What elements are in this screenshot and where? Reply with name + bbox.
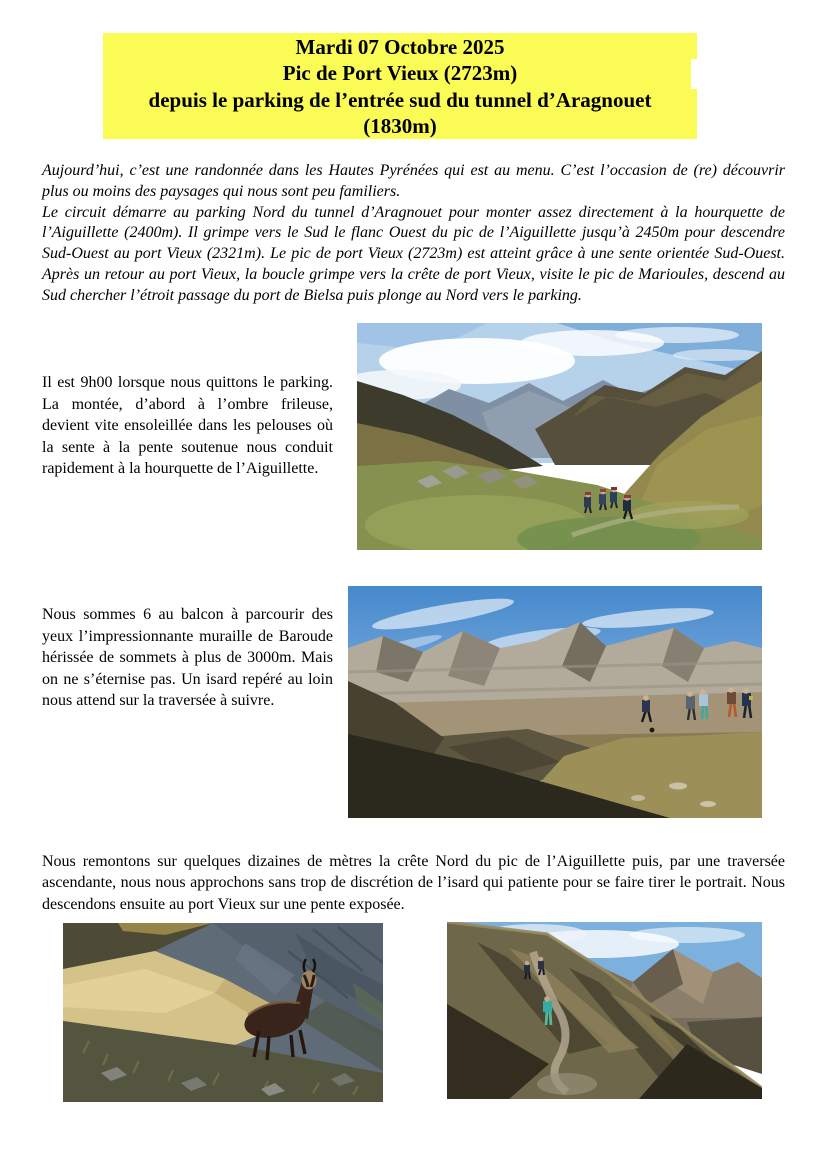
- photo-descente-port-vieux-image: [447, 922, 762, 1099]
- photo-muraille-baroude: [348, 586, 762, 818]
- highlight-gap: [691, 59, 697, 89]
- photo-hourquette-valley: [357, 323, 762, 550]
- title-line-summit: Pic de Port Vieux (2723m): [282, 61, 518, 86]
- photo-isard: [63, 923, 383, 1102]
- intro-paragraph-1: Aujourd’hui, c’est une randonnée dans les Hautes Pyrénées qui est au menu. C’est l’occasion de (re) découvrir plus ou moins des paysages qui nous sont peu familiers.: [42, 162, 785, 200]
- photo-descente-port-vieux: [447, 922, 762, 1099]
- title-line-date: Mardi 07 Octobre 2025: [295, 35, 505, 59]
- photo-isard-image: [63, 923, 383, 1102]
- paragraph-ridge: Nous remontons sur quelques dizaines de mètres la crête Nord du pic de l’Aiguillette puis, par une traversée ascendante, nous nous approchons sans trop de discrétion de l’isard qui patiente pour se faire tirer le portrait. Nous descendons ensuite au port Vieux sur une pente exposée.: [42, 853, 785, 913]
- paragraph-morning: Il est 9h00 lorsque nous quittons le parking. La montée, d’abord à l’ombre frileuse, devient vite ensoleillée dans les pelouses où la sente à la pente soutenue nous conduit rapidement à la hourquette de l’Aiguillette.: [42, 374, 333, 477]
- intro-paragraphs: [42, 161, 785, 307]
- photo-hourquette-valley-image: [357, 323, 762, 550]
- title-highlight-block: [103, 33, 697, 139]
- paragraph-balcony: Nous sommes 6 au balcon à parcourir des yeux l’impressionnante muraille de Baroude hérissée de sommets à plus de 3000m. Mais on ne s’éternise pas. Un isard repéré au loin nous attend sur la traversée à suivre.: [42, 606, 333, 709]
- photo-muraille-baroude-image: [348, 586, 762, 818]
- title-line-altitude: (1830m): [363, 114, 437, 139]
- intro-paragraph-2: Le circuit démarre au parking Nord du tunnel d’Aragnouet pour monter assez directement à la hourquette de l’Aiguillette (2400m). Il grimpe vers le Sud le flanc Ouest du pic de l’Aiguillette jusqu’à 2450m pour descendre Sud-Ouest au port Vieux (2321m). Le pic de port Vieux (2723m) est atteint grâce à une sente orientée Sud-Ouest. Après un retour au port Vieux, la boucle grimpe vers la crête de port Vieux, visite le pic de Marioules, descend au Sud chercher l’étroit passage du port de Bielsa puis plonge au Nord vers le parking.: [42, 203, 785, 304]
- title-line-start: depuis le parking de l’entrée sud du tunnel d’Aragnouet: [148, 87, 652, 112]
